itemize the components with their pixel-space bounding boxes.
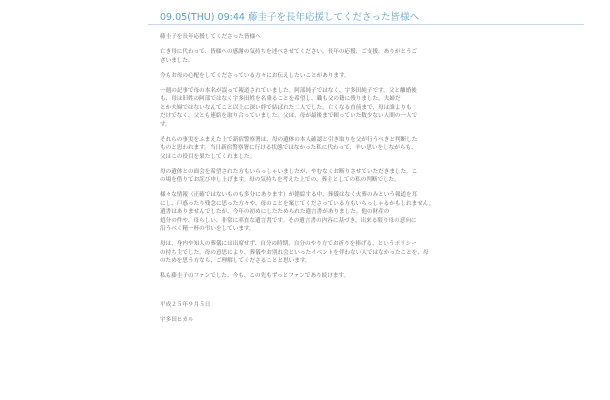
paragraph-line: す。 (160, 121, 171, 128)
paragraph-line: 沿うべく精一杯の弔いをしています。 (160, 226, 255, 232)
paragraph-line: も、母は旧姓の阿部ではなく宇多田姓を名乗ることを希望し、職も父の籍に残りました。夫婦だ (160, 96, 401, 102)
paragraph-line: の持ち主でした。母の意思により、葬儀やお別れ会といったイベントを伴わない人ではなかったことを、母 (160, 249, 429, 256)
greeting-line: 藤圭子を長年応援してくださった皆様へ (160, 34, 261, 40)
paragraph-line: のためを思う方なら、ご理解してくださることと思います。 (160, 258, 311, 264)
post-title-line (160, 9, 419, 23)
paragraph-5 (160, 168, 584, 185)
paragraph-1 (160, 48, 584, 65)
post-time: 09:44 (217, 12, 245, 23)
post-date: 09.05(THU) (160, 12, 215, 23)
paragraph-line: ものと思われます。当日新宿警察署に行ける状態ではなかった私に代わって、辛い思いをしながらも、 (160, 145, 417, 151)
paragraph-line: 母は、身内や知人の葬儀には出席せず、自分の時期、自分のやり方でお祈りを捧げる、というポリシー (160, 241, 417, 247)
signature-date (160, 301, 584, 310)
paragraph-line: 様々な情報（正確ではないものも多分にあります）が錯綜する中、葬儀はなく火葬のみという報道を耳 (160, 192, 418, 198)
paragraph-2 (160, 72, 584, 81)
greeting (160, 33, 584, 42)
paragraph-line: それらの事実をふまえた上で新宿警察署は、母の遺体の本人確認と引き取りを父が行うべきと判断した (160, 136, 418, 143)
paragraph-line: 私も藤圭子のファンでした。今も、この先もずっとファンであり続けます。 (160, 273, 350, 279)
paragraph-line: 父はこの役目を果たしてくれました。 (160, 153, 256, 160)
paragraph-8 (160, 272, 584, 281)
paragraph-line: 遺書はありませんでしたが、今年の初めにしたためられた遺言書がありました。他の財産の (160, 209, 390, 215)
paragraph-line: の場を借りてお詫び申し上げます。母の気持ちを考えた上での、葬主としての私の判断でした。 (160, 177, 400, 183)
paragraph-line: 母の遺体との面会を希望された方もいらっしゃいましたが、やむなくお断りさせていただきました。こ (160, 168, 418, 175)
paragraph-line: とか夫婦ではないなんてこと以上に深い絆で結ばれた二人でした。亡くなる直前まで、母は誰よりも (160, 104, 412, 111)
paragraph-line: だけでなく、父とも連絡を取り合っていました。父は、母が最後まで頼っていた数少ない人間の一人で (160, 113, 418, 119)
paragraph-4 (160, 136, 584, 162)
post-title: 藤圭子を長年応援してくださった皆様へ (247, 12, 419, 23)
paragraph-line: ざいました。 (160, 57, 194, 64)
paragraph-line: 今もお母の心配をしてくださっている方々にお伝えしたいことがあります。 (160, 72, 350, 79)
paragraph-line: 処分の件や、母らしい、非常に率直な遺言書です。その遺言書の内容に基づき、出来る限り母の意向に (160, 217, 417, 224)
paragraph-line: にし、戸惑ったり残念に思った方々や、母のことを案じてくださっている方もいらっしゃるかもしれません。 (160, 200, 435, 207)
paragraph-3 (160, 87, 584, 130)
signature-name-line: 宇多田ヒカル (160, 316, 194, 323)
signature-name (160, 316, 584, 325)
post-body (160, 33, 584, 324)
paragraph-line: 亡き母に代わって、皆様への感謝の気持ちを述べさせてください。長年の応援、ご支援、ありがとうご (160, 49, 418, 55)
post-header (148, 8, 584, 25)
paragraph-line: 一週の記事で母の本名が誤って報道されていました。阿部純子ではなく、宇多田純子です。父と離婚後 (160, 87, 417, 94)
paragraph-6 (160, 191, 584, 234)
paragraph-7 (160, 240, 584, 266)
signature-date-line: 平成２５年９月５日 (160, 301, 211, 308)
